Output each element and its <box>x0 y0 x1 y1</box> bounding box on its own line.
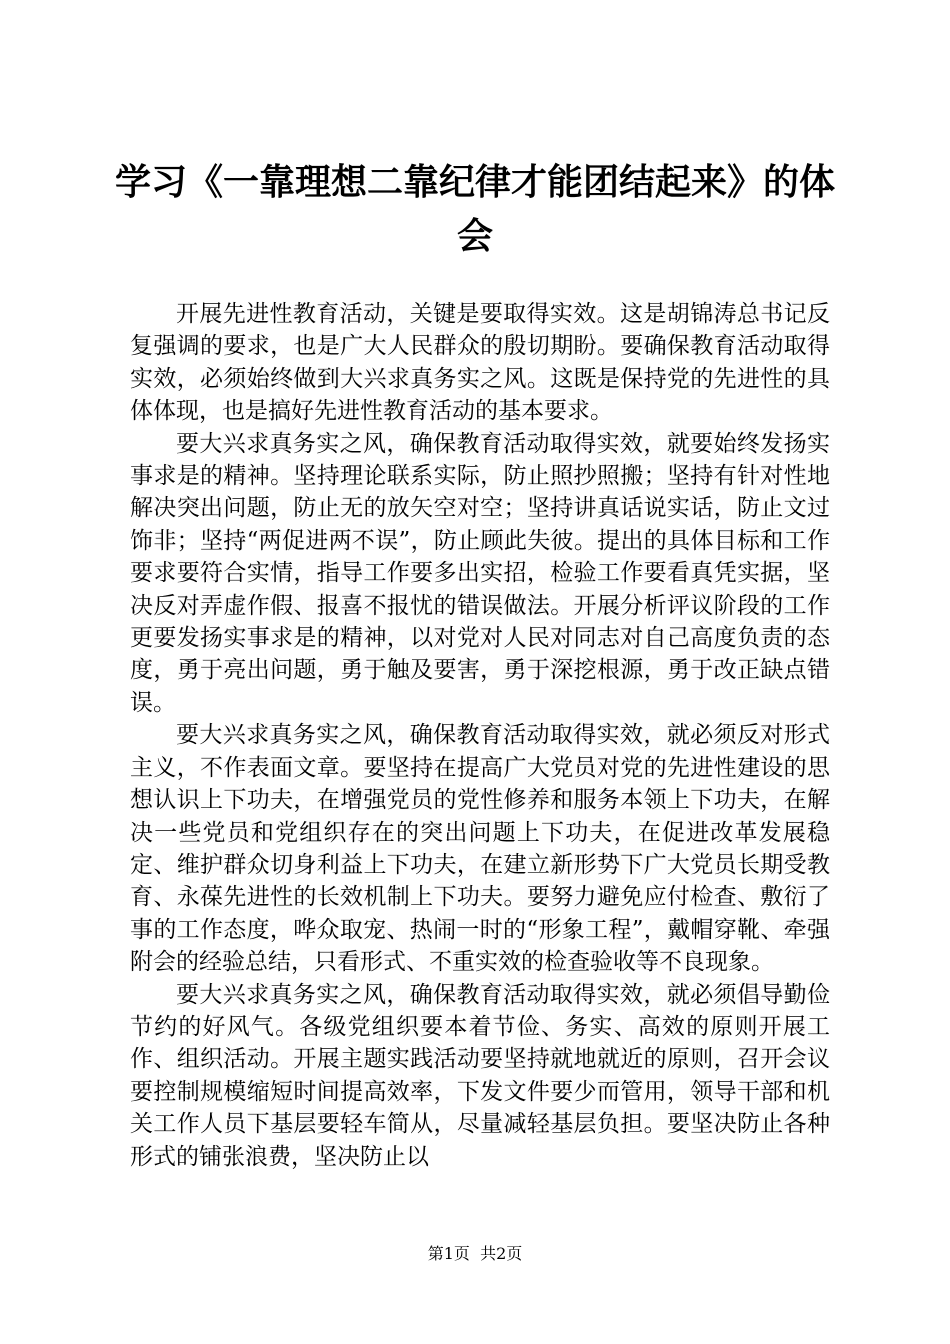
paragraph-4: 要大兴求真务实之风，确保教育活动取得实效，就必须倡导勤俭节约的好风气。各级党组织要本着节俭、务实、高效的原则开展工作、组织活动。开展主题实践活动要坚持就地就近的原则，召开会议要控制规模缩短时间提高效率，下发文件要少而管用，领导干部和机关工作人员下基层要轻车简从，尽量减轻基层负担。要坚决防止各种形式的铺张浪费，坚决防止以 <box>130 981 830 1170</box>
paragraph-3: 要大兴求真务实之风，确保教育活动取得实效，就必须反对形式主义，不作表面文章。要坚持在提高广大党员对党的先进性建设的思想认识上下功夫，在增强党员的党性修养和服务本领上下功夫，在解决一些党员和党组织存在的突出问题上下功夫，在促进改革发展稳定、维护群众切身利益上下功夫，在建立新形势下广大党员长期受教育、永葆先进性的长效机制上下功夫。要努力避免应付检查、敷衍了事的工作态度，哗众取宠、热闹一时的“形象工程”，戴帽穿靴、牵强附会的经验总结，只看形式、不重实效的检查验收等不良现象。 <box>130 722 830 976</box>
document-body <box>130 298 830 1173</box>
paragraph-1: 开展先进性教育活动，关键是要取得实效。这是胡锦涛总书记反复强调的要求，也是广大人民群众的殷切期盼。要确保教育活动取得实效，必须始终做到大兴求真务实之风。这既是保持党的先进性的具体体现，也是搞好先进性教育活动的基本要求。 <box>130 301 830 425</box>
document-title: 学习《一靠理想二靠纪律才能团结起来》的体会 <box>114 161 835 257</box>
page-total: 共2页 <box>480 1244 523 1263</box>
footer-gap <box>470 1244 480 1263</box>
page-footer <box>0 1244 950 1264</box>
paragraph-2: 要大兴求真务实之风，确保教育活动取得实效，就要始终发扬实事求是的精神。坚持理论联系实际，防止照抄照搬；坚持有针对性地解决突出问题，防止无的放矢空对空；坚持讲真话说实话，防止文过饰非；坚持“两促进两不误”，防止顾此失彼。提出的具体目标和工作要求要符合实情，指导工作要多出实招，检验工作要看真凭实据，坚决反对弄虚作假、报喜不报忧的错误做法。开展分析评议阶段的工作更要发扬实事求是的精神，以对党对人民对同志对自己高度负责的态度，勇于亮出问题，勇于触及要害，勇于深挖根源，勇于改正缺点错误。 <box>130 430 830 716</box>
page-number: 第1页 <box>427 1244 470 1263</box>
